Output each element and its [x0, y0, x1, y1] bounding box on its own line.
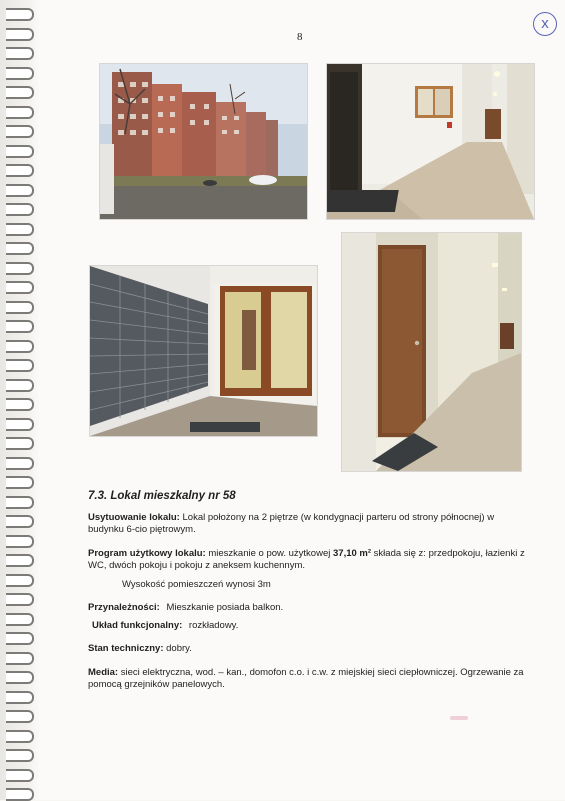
program-text-before: mieszkanie o pow. użytkowej [205, 547, 333, 559]
binding-ring [6, 301, 34, 314]
layout-paragraph [88, 620, 528, 633]
binding-ring [6, 47, 34, 60]
page-number: 8 [297, 31, 303, 43]
binding-ring [6, 28, 34, 41]
binding-ring [6, 457, 34, 470]
photo-apartment-door [341, 232, 522, 472]
binding-ring [6, 145, 34, 158]
location-text: Lokal położony na 2 piętrze (w kondygnacji parteru od strony północnej) w budynku 6-cio piętrowym. [88, 511, 495, 535]
location-label: Usytuowanie lokalu: [88, 511, 180, 523]
binding-ring [6, 359, 34, 372]
binding-ring [6, 710, 34, 723]
binding-ring [6, 242, 34, 255]
binding-ring [6, 496, 34, 509]
media-paragraph [88, 667, 528, 692]
condition-label: Stan techniczny: [88, 643, 164, 654]
photo-hallway-door [326, 63, 535, 220]
binding-ring [6, 574, 34, 587]
binding-ring [6, 652, 34, 665]
condition-paragraph [88, 643, 528, 656]
binding-ring [6, 281, 34, 294]
binding-ring [6, 691, 34, 704]
binding-ring [6, 515, 34, 528]
condition-text: dobry. [163, 643, 192, 654]
binding-ring [6, 67, 34, 80]
program-paragraph [88, 548, 528, 573]
binding-ring [6, 749, 34, 762]
program-area: 37,10 m² [333, 547, 372, 559]
binding-ring [6, 769, 34, 782]
binding-ring [6, 203, 34, 216]
building-exterior-icon [100, 64, 307, 219]
binding-ring [6, 106, 34, 119]
door-icon [342, 233, 521, 471]
section-heading: 7.3. Lokal mieszkalny nr 58 [88, 490, 236, 502]
binding-ring [6, 164, 34, 177]
binding-ring [6, 535, 34, 548]
corner-mark-icon: x [533, 12, 557, 36]
accessories-label: Przynależności: [88, 602, 160, 613]
binding-ring [6, 86, 34, 99]
binding-ring [6, 8, 34, 21]
binding-ring [6, 223, 34, 236]
accessories-paragraph [88, 602, 528, 615]
location-paragraph [88, 512, 528, 537]
program-text-after: składa się z: przedpokoju, łazienki z WC, dwóch pokoju i pokoju z aneksem kuchennym. [88, 547, 525, 571]
binding-ring [6, 613, 34, 626]
photo-building-exterior [99, 63, 308, 220]
binding-ring [6, 554, 34, 567]
photo-mailboxes-entrance [89, 265, 318, 437]
ink-smudge [450, 716, 468, 720]
hallway-icon [327, 64, 534, 219]
binding-ring [6, 671, 34, 684]
binding-ring [6, 262, 34, 275]
binding-ring [6, 476, 34, 489]
binding-ring [6, 398, 34, 411]
accessories-text: Mieszkanie posiada balkon. [166, 602, 284, 613]
binding-ring [6, 125, 34, 138]
binding-ring [6, 184, 34, 197]
layout-text: rozkładowy. [188, 619, 239, 631]
media-text: sieci elektryczna, wod. – kan., domofon c.o. i c.w. z miejskiej sieci ciepłowniczej. Ogrzewanie za pomocą grzejników panelowych. [88, 666, 524, 690]
binding-ring [6, 379, 34, 392]
binding-ring [6, 340, 34, 353]
binding-ring [6, 593, 34, 606]
program-label: Program użytkowy lokalu: [88, 547, 206, 559]
binding-ring [6, 437, 34, 450]
binding-ring [6, 632, 34, 645]
section-content [88, 490, 528, 703]
binding-ring [6, 730, 34, 743]
layout-label: Układ funkcjonalny: [92, 619, 183, 631]
binding-ring [6, 788, 34, 801]
binding-ring [6, 418, 34, 431]
height-text: Wysokość pomieszczeń wynosi 3m [122, 578, 271, 590]
binding-ring [6, 320, 34, 333]
media-label: Media: [88, 666, 119, 678]
spiral-binding [0, 0, 40, 800]
mailbox-icon [90, 266, 317, 436]
